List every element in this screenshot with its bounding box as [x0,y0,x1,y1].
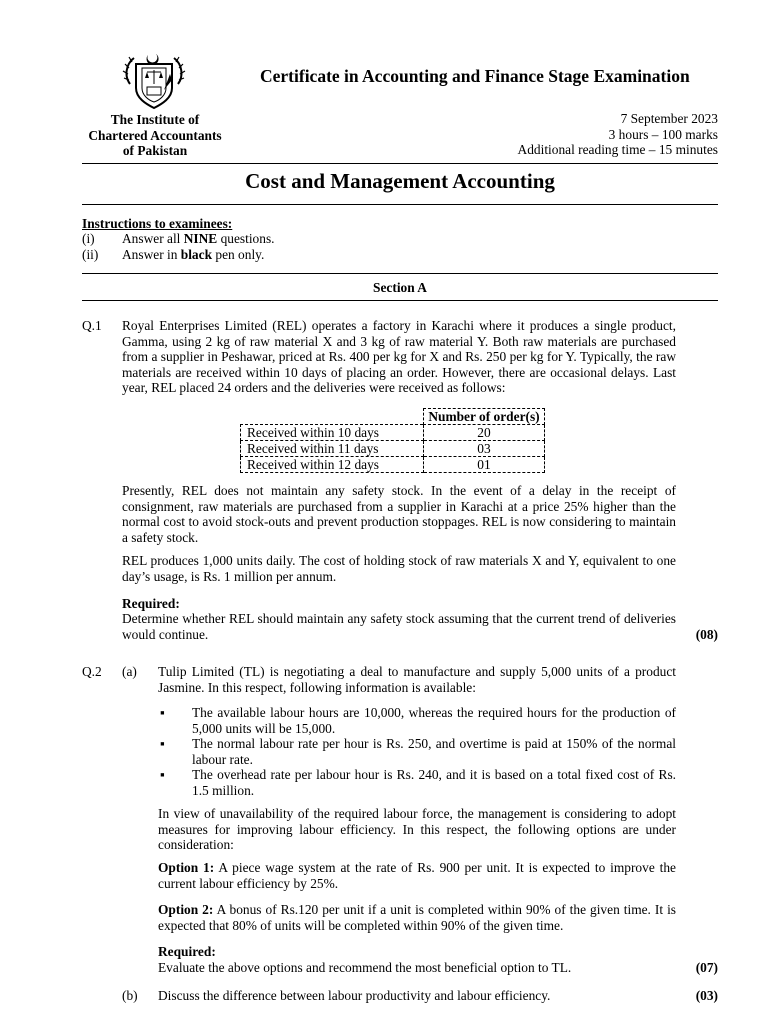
q2-bullet-2: The normal labour rate per hour is Rs. 250, and overtime is paid at 150% of the normal labour rate. [192,736,676,767]
option-label: Option 1: [158,860,215,875]
table-corner [241,409,424,425]
q2-paragraph-view: In view of unavailability of the required labour force, the management is considering to adopt measures for improving labour efficiency. In this respect, the following options are under consideration: [158,806,676,852]
table-row [241,409,545,425]
instruction-text: Answer in [122,247,181,262]
instruction-number: (ii) [82,247,99,262]
q1-paragraph-2: Presently, REL does not maintain any safety stock. In the event of a delay in the receipt of consignment, raw materials are purchased from a supplier in Karachi at a price 25% higher than the normal cost to avoid stock-outs and prevent production stoppages. REL is now considering to maintain a safety stock. [122,483,676,545]
q2-bullet-3: The overhead rate per labour hour is Rs. 240, and it is based on a total fixed cost of Rs. 1.5 million. [192,767,676,798]
instruction-number: (i) [82,231,95,246]
q2-required-label: Required: [158,944,216,959]
q2-marks-b: (03) [695,988,718,1003]
bullet-icon: ▪ [160,736,165,751]
table-cell-value: 20 [424,425,545,441]
divider [82,163,718,164]
instruction-text: questions. [217,231,275,246]
q2-intro: Tulip Limited (TL) is negotiating a deal to manufacture and supply 5,000 units of a product Jasmine. In this respect, following information is available: [158,664,676,695]
institute-line-3: of Pakistan [122,143,188,158]
q2-required-text: Evaluate the above options and recommend the most beneficial option to TL. [158,960,572,975]
q1-required-label: Required: [122,596,180,611]
q2-part-b-text: Discuss the difference between labour productivity and labour efficiency. [158,988,551,1003]
instruction-bold: NINE [183,231,218,246]
instruction-item [82,247,264,263]
bullet-icon: ▪ [160,705,165,720]
q2-marks-a: (07) [695,960,718,975]
option-text: A bonus of Rs.120 per unit if a unit is completed within 90% of the given time. It is expected that 80% of units will be completed within 90% of the given time. [158,902,677,933]
exam-duration: 3 hours – 100 marks [608,126,718,142]
institute-line-2: Chartered Accountants [88,127,222,143]
q2-bullet-1: The available labour hours are 10,000, whereas the required hours for the production of 5,000 units will be 15,000. [192,705,676,736]
table-row [241,441,545,457]
reading-time: Additional reading time – 15 minutes [517,142,718,157]
divider [82,273,718,274]
instruction-item [82,231,275,247]
table-cell-label: Received within 10 days [241,425,424,441]
bullet-icon: ▪ [160,767,165,782]
institute-line-1: The Institute of [110,112,200,127]
q2-option-2 [158,902,676,933]
institute-name [70,112,240,159]
section-heading: Section A [373,280,427,295]
instructions-heading: Instructions to examinees: [82,216,233,231]
orders-table [240,408,545,473]
q1-paragraph-1: Royal Enterprises Limited (REL) operates a factory in Karachi where it produces a single product, Gamma, using 2 kg of raw material X and 3 kg of raw material Y. Both raw materials are purchased from a supplier in Peshawar, priced at Rs. 400 per kg for X and Rs. 250 per kg for Y. Typically, the raw materials are received within 10 days of placing an order. However, there are occasional delays. Last year, REL placed 24 orders and the deliveries were received as follows: [122,318,676,395]
q1-required-text: Determine whether REL should maintain any safety stock assuming that the current trend of deliveries would continue. [122,611,676,642]
exam-title: Certificate in Accounting and Finance Stage Examination [260,66,690,86]
q2-option-1 [158,860,676,891]
divider [82,204,718,205]
option-text: A piece wage system at the rate of Rs. 900 per unit. It is expected to improve the current labour efficiency by 25%. [158,860,676,891]
table-row [241,457,545,473]
exam-meta [518,111,718,158]
q2-part-b-label: (b) [122,988,138,1003]
question-number: Q.2 [82,664,102,679]
q1-marks: (08) [695,627,718,642]
q2-part-a-label: (a) [122,664,137,679]
instruction-text: Answer all [122,231,184,246]
paper-title: Cost and Management Accounting [245,169,555,193]
instruction-text: pen only. [212,247,265,262]
icap-crest-logo [118,50,190,112]
instruction-bold: black [180,247,213,262]
table-cell-label: Received within 12 days [241,457,424,473]
table-header: Number of order(s) [424,409,545,425]
option-label: Option 2: [158,902,214,917]
table-cell-value: 01 [424,457,545,473]
table-row [241,425,545,441]
table-cell-label: Received within 11 days [241,441,424,457]
exam-date: 7 September 2023 [620,111,718,126]
divider [82,300,718,301]
question-number: Q.1 [82,318,102,333]
q1-paragraph-3: REL produces 1,000 units daily. The cost of holding stock of raw materials X and Y, equivalent to one day’s usage, is Rs. 1 million per annum. [122,553,676,584]
table-cell-value: 03 [424,441,545,457]
